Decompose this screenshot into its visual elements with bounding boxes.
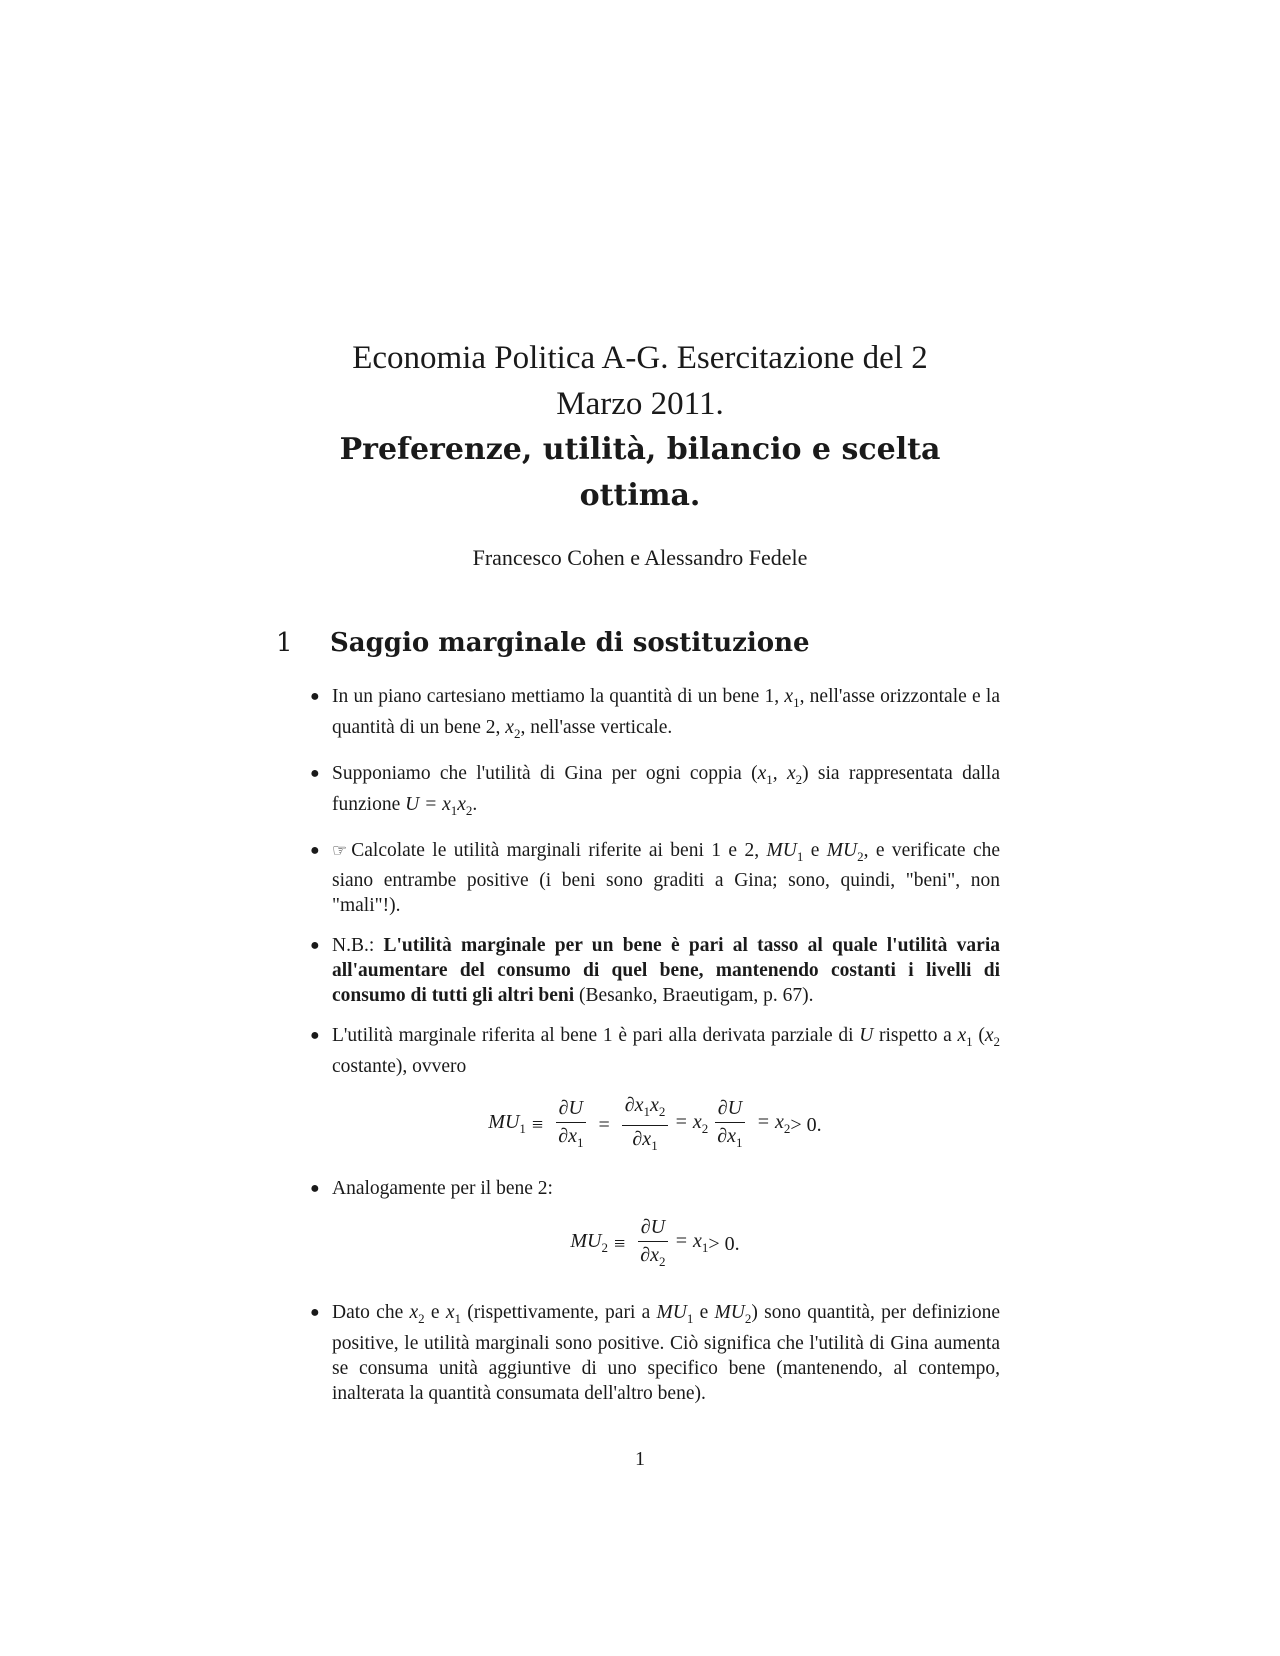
reference-text: (Besanko, Braeutigam, p. 67).	[574, 985, 814, 1007]
list-item	[310, 1023, 1000, 1079]
equiv-symbol: ≡	[531, 1114, 544, 1137]
eq-end: = $x_1$	[674, 1230, 709, 1256]
math-mu2: $MU_2$	[714, 1302, 752, 1327]
eq-mid: = $x_2$	[674, 1111, 709, 1137]
section-heading	[276, 628, 810, 658]
item-text: In un piano cartesiano mettiamo la quantità di un bene 1,	[332, 686, 785, 707]
item-text: L'utilità marginale riferita al bene 1 è pari alla derivata parziale di	[332, 1025, 860, 1047]
title-line-1: Economia Politica A-G. Esercitazione del 2	[352, 340, 928, 376]
eq-lhs: $MU_2$	[570, 1230, 608, 1256]
list-item	[310, 1176, 1000, 1201]
eq-lhs: $MU_1$	[488, 1111, 526, 1137]
subtitle-line-1: Preferenze, utilità, bilancio e scelta	[339, 432, 941, 467]
list-item: ● Dato che $x_2$ e $x_1$ (rispettivamente, pari a $MU_1$ e $MU_2$) sono quantità, per definizione positive, le utilità marginali sono positive. Ciò significa che l'utilità di Gina aumenta se consuma unità aggiuntive di uno specifico bene (mantenendo, al contempo, inalterata la quantità consumata dell'altro bene).	[310, 1302, 1001, 1405]
eq-tail: > 0.	[708, 1233, 740, 1256]
math-mu-pair: $MU_1$	[656, 1302, 694, 1327]
math-x2: $x_2$	[409, 1302, 425, 1327]
item-text: ) sia rappresentata dalla funzione	[332, 762, 1001, 815]
pointing-hand-icon: ☞	[332, 840, 348, 860]
item-text: ) sono quantità, per definizione positive, le utilità marginali sono positive. Ciò significa che l'utilità di Gina aumenta se consuma unità aggiuntive di uno specifico bene (mantenendo, al contempo, inalterata la quantità consumata dell'altro bene).	[332, 1302, 1001, 1405]
eq-tail: > 0.	[790, 1114, 822, 1137]
list-item	[310, 933, 1000, 1008]
math-x2: $x_2$	[505, 716, 521, 741]
bullet-icon: ●	[310, 688, 320, 705]
subtitle-line-2: ottima.	[579, 478, 701, 513]
item-text: , nell'asse verticale.	[520, 716, 673, 738]
bullet-icon: ●	[310, 841, 320, 859]
equation-mu1: $MU_1$ ≡ $\frac{\partial U}{\partial x_1}$ = $\frac{\partial x_1x_2}{\partial x_1}$ = $x_2$ $\frac{\partial U}{\partial x_1}$ = $x_2$ > 0.	[310, 1093, 1000, 1158]
definition-text: L'utilità marginale per un bene è pari al tasso al quale l'utilità varia all'aumentare del consumo di quel bene, mantenendo costanti i livelli di consumo di tutti gli altri beni	[332, 935, 1000, 1007]
section-title: Saggio marginale di sostituzione	[330, 628, 810, 658]
fraction: $\frac{\partial U}{\partial x_2}$	[637, 1215, 668, 1274]
bullet-icon: ●	[310, 937, 320, 955]
math-utility: $U = x_1x_2$	[405, 793, 473, 818]
list-item	[310, 838, 1000, 919]
section-number: 1	[276, 628, 293, 658]
math-x1: $x_1$	[784, 686, 800, 710]
item-text: rispetto a	[873, 1025, 958, 1047]
bullet-icon: ●	[310, 1180, 320, 1198]
math-mu2: $MU_2$	[826, 839, 864, 864]
fraction: $\frac{\partial x_1x_2}{\partial x_1}$	[622, 1093, 669, 1158]
bullet-icon: ●	[310, 1027, 320, 1045]
item-text: Calcolate le utilità marginali riferite ai beni 1 e 2,	[351, 839, 767, 861]
math-mu1: $MU_1$	[766, 839, 804, 864]
item-text: Analogamente per il bene 2:	[332, 1178, 553, 1200]
item-text: (	[972, 1025, 985, 1047]
math-x1: $x_1$	[957, 1025, 973, 1050]
authors: Francesco Cohen e Alessandro Fedele	[472, 545, 808, 570]
item-text: Dato che	[332, 1302, 410, 1324]
equiv-symbol: ≡	[613, 1233, 626, 1256]
item-text: (rispettivamente, pari a	[460, 1302, 657, 1324]
section-body	[310, 684, 1000, 1421]
fraction: $\frac{\partial U}{\partial x_1}$	[714, 1096, 745, 1155]
item-text: , e verificate che siano entrambe positive (i beni sono graditi a Gina; sono, quindi, "beni", non "mali"!).	[332, 839, 1000, 917]
item-text: , nell'asse orizzontale e la quantità di un bene 2,	[332, 686, 1000, 738]
equation-mu2	[310, 1215, 1000, 1274]
item-text: e	[424, 1302, 446, 1324]
item-text: .	[472, 793, 478, 815]
nb-label: N.B.:	[332, 935, 384, 957]
list-item	[310, 761, 1000, 823]
eq-end: = $x_2$	[756, 1111, 791, 1137]
title-block	[300, 335, 980, 519]
math-u: U	[859, 1025, 874, 1047]
list-item	[310, 684, 1000, 746]
item-text: e	[803, 839, 827, 861]
bullet-icon: ●	[310, 1304, 320, 1322]
title-line-2: Marzo 2011.	[556, 386, 724, 422]
fraction: $\frac{\partial U}{\partial x_1}$	[555, 1096, 586, 1155]
item-text: Supponiamo che l'utilità di Gina per ogni coppia (	[332, 762, 758, 784]
bullet-icon: ●	[310, 764, 320, 782]
math-x1: $x_1$	[445, 1302, 461, 1327]
item-text: costante), ovvero	[332, 1056, 467, 1078]
math-x2: $x_2$	[984, 1025, 1000, 1050]
page-number: 1	[635, 1448, 645, 1470]
math-pair: $x_1$, $x_2$	[757, 762, 803, 787]
